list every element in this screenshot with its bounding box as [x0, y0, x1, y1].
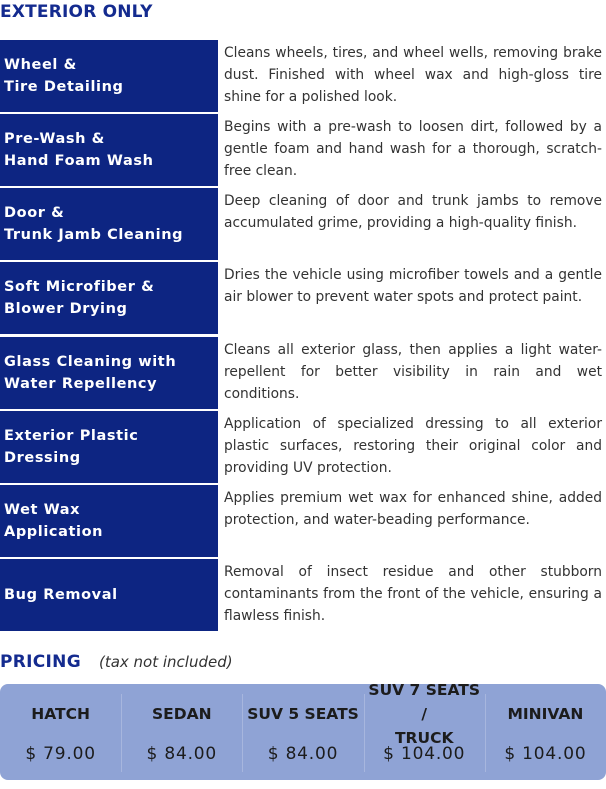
service-name: Exterior Plastic Dressing — [0, 411, 218, 483]
price-column — [0, 684, 121, 780]
price-column — [242, 684, 363, 780]
service-name: Door & Trunk Jamb Cleaning — [0, 188, 218, 260]
service-name: Soft Microfiber & Blower Drying — [0, 262, 218, 334]
service-description: Applies premium wet wax for enhanced shine, added protection, and water-beading performance. — [224, 489, 602, 528]
pricing-title: PRICING — [0, 652, 81, 672]
service-row — [0, 337, 606, 409]
pricing-header — [0, 650, 233, 674]
service-row — [0, 411, 606, 483]
service-row — [0, 40, 606, 112]
price-value: $ 84.00 — [146, 744, 218, 764]
service-description: Cleans all exterior glass, then applies a light water-repellent for better visibility in rain and wet conditions. — [224, 341, 602, 402]
section-title: EXTERIOR ONLY — [0, 2, 153, 22]
service-description: Cleans wheels, tires, and wheel wells, removing brake dust. Finished with wheel wax and high-gloss tire shine for a polished look. — [224, 45, 602, 105]
service-name: Wheel & Tire Detailing — [0, 40, 218, 112]
service-description: Application of specialized dressing to all exterior plastic surfaces, restoring their original color and providing UV protection. — [224, 415, 602, 476]
service-row — [0, 114, 606, 186]
price-table — [0, 681, 606, 780]
price-column — [485, 684, 606, 780]
vehicle-type-label: MINIVAN — [507, 705, 584, 723]
service-description: Begins with a pre-wash to loosen dirt, followed by a gentle foam and hand wash for a thorough, scratch-free clean. — [224, 119, 602, 180]
price-value: $ 84.00 — [267, 744, 339, 764]
service-row — [0, 188, 606, 260]
service-name: Bug Removal — [0, 559, 218, 631]
price-column — [121, 684, 242, 780]
service-row — [0, 559, 606, 631]
service-description: Removal of insect residue and other stubborn contaminants from the front of the vehicle, ensuring a flawless finish. — [224, 563, 602, 624]
service-description: Deep cleaning of door and trunk jambs to remove accumulated grime, providing a high-quality finish. — [224, 193, 602, 232]
price-value: $ 104.00 — [383, 744, 466, 764]
service-description: Dries the vehicle using microfiber towels and a gentle air blower to prevent water spots and protect paint. — [224, 267, 602, 306]
service-name: Pre-Wash & Hand Foam Wash — [0, 114, 218, 186]
price-value: $ 104.00 — [504, 744, 587, 764]
vehicle-type-label: HATCH — [31, 705, 90, 723]
services-table — [0, 40, 606, 633]
vehicle-type-label: SUV 7 SEATS / TRUCK — [368, 681, 481, 747]
vehicle-type-label: SUV 5 SEATS — [247, 705, 359, 723]
service-row — [0, 485, 606, 557]
service-row — [0, 262, 606, 334]
service-name: Wet Wax Application — [0, 485, 218, 557]
pricing-note: (tax not included) — [98, 653, 233, 671]
price-value: $ 79.00 — [25, 744, 96, 764]
service-name: Glass Cleaning with Water Repellency — [0, 337, 218, 409]
price-column — [364, 681, 485, 780]
vehicle-type-label: SEDAN — [152, 705, 212, 723]
